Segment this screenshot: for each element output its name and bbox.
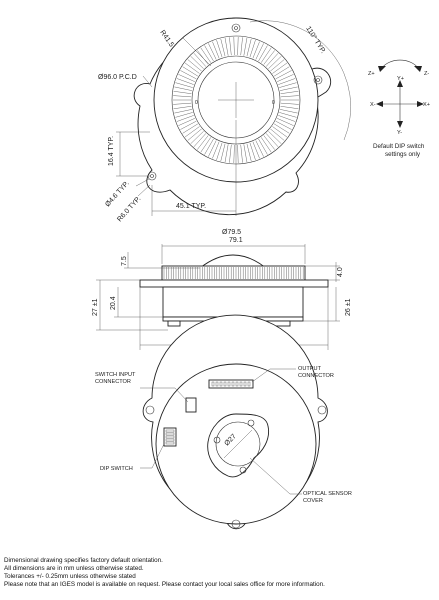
x-plus-label: X+ — [423, 102, 430, 108]
dim-26-label: 26 ±1 — [345, 298, 352, 316]
rotation-arc — [382, 60, 418, 68]
optical-label-2: COVER — [303, 498, 323, 504]
span-label: 45.1 TYP. — [176, 203, 207, 210]
optical-label-1: OPTICAL SENSOR — [303, 491, 352, 497]
switch-input-connector — [186, 398, 196, 412]
offset-label: 16.4 TYP. — [108, 135, 115, 166]
y-arrow-down — [397, 121, 403, 128]
z-plus-label: Z+ — [368, 71, 375, 77]
ring-mark-left: 0 — [195, 100, 198, 106]
switch-input-label-1: SWITCH INPUT — [95, 372, 136, 378]
dim-7-5-label: 7.5 — [121, 256, 128, 266]
dim-4-0-label: 4.0 — [337, 267, 344, 277]
dim-20-4-label: 20.4 — [110, 296, 117, 310]
x-minus-label: X- — [370, 102, 376, 108]
pcd-label: Ø96.0 P.C.D — [98, 74, 137, 81]
radius-label: R41.5 — [158, 29, 175, 49]
dim-27-label: 27 ±1 — [92, 298, 99, 316]
y-minus-label: Y- — [397, 130, 403, 136]
dip-switch-label: DIP SWITCH — [100, 466, 133, 472]
side-dia-bottom-label: 79.1 — [229, 237, 243, 244]
axes-legend — [368, 60, 430, 158]
x-arrow-left — [376, 101, 383, 107]
output-label-1: OUTPUT — [298, 366, 321, 372]
rotation-arrow-left — [378, 66, 386, 72]
note-line-4: Please note that an IGES model is available on request. Please contact your local sales office for more information. — [4, 581, 325, 588]
side-body — [163, 287, 303, 317]
switch-input-label-2: CONNECTOR — [95, 379, 131, 385]
output-label-2: CONNECTOR — [298, 373, 334, 379]
legend-caption-2: settings only — [385, 151, 421, 158]
rotation-arrow-right — [414, 66, 422, 72]
top-view — [98, 18, 351, 223]
tab-radius-label: R6.0 TYP. — [116, 195, 143, 224]
bottom-view — [95, 315, 352, 529]
note-line-3: Tolerances +/- 0.25mm unless otherwise stated — [4, 573, 136, 580]
tab-radius-leader — [138, 185, 150, 196]
y-plus-label: Y+ — [397, 76, 404, 82]
side-component-1 — [168, 321, 180, 326]
ring-mark-right: 0 — [272, 100, 275, 106]
z-minus-label: Z- — [424, 71, 430, 77]
note-line-2: All dimensions are in mm unless otherwise stated. — [4, 565, 144, 572]
hole-label: Ø4.6 TYP. — [104, 180, 131, 209]
side-flange — [140, 280, 328, 287]
sensor-dia-label: Ø27 — [223, 433, 238, 448]
output-connector — [209, 380, 253, 388]
angle-label: 110° TYP. — [304, 25, 327, 55]
note-line-1: Dimensional drawing specifies factory default orientation. — [4, 557, 163, 564]
side-dia-top-label: Ø79.5 — [222, 229, 242, 236]
legend-caption-1: Default DIP switch — [373, 143, 425, 150]
